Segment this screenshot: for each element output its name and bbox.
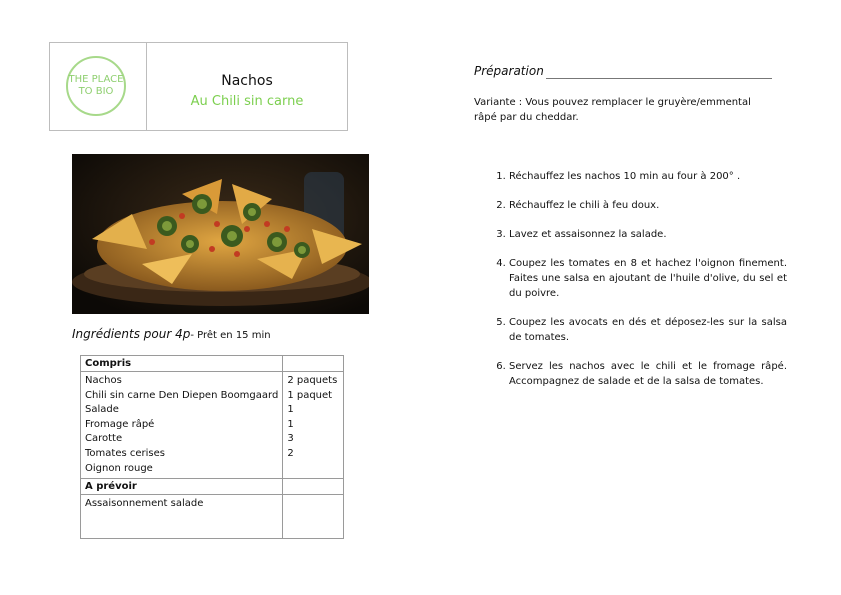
ingredients-heading	[72, 327, 271, 341]
section-header-empty	[283, 356, 344, 372]
ingredient-qty: 2 paquets	[287, 375, 338, 386]
recipe-header	[49, 42, 348, 131]
title-cell	[147, 43, 347, 130]
section-header-row	[81, 479, 344, 495]
step-item: 3. Lavez et assaisonnez la salade.	[509, 227, 787, 242]
ingredients-heading-main: Ingrédients pour 4p	[72, 327, 191, 341]
step-item: 1. Réchauffez les nachos 10 min au four à 200° .	[509, 169, 787, 184]
ingredient-name: Assaisonnement salade	[85, 498, 204, 510]
ingredient-qty	[287, 462, 339, 477]
ingredient-name: Tomates cerises	[85, 447, 165, 459]
ingredient-quantities	[283, 372, 344, 479]
ingredient-qty: 1	[287, 404, 294, 416]
ingredient-qty: 3	[287, 433, 294, 445]
ingredient-name: Chili sin carne Den Diepen Boomgaard	[85, 389, 279, 401]
ingredients-heading-sub: - Prêt en 15 min	[190, 330, 271, 341]
logo-line-1: THE PLACE	[68, 74, 124, 85]
step-item: 6. Servez les nachos avec le chili et le fromage râpé. Accompagnez de salade et de la salsa de tomates.	[509, 359, 787, 389]
ingredient-name: Salade	[85, 404, 119, 416]
section-label-compris: Compris	[81, 356, 283, 372]
logo-line-2: TO BIO	[78, 86, 114, 97]
ingredient-quantities	[283, 495, 344, 539]
section-header-empty	[283, 479, 344, 495]
ingredient-qty	[287, 497, 339, 512]
step-item: 2. Réchauffez le chili à feu doux.	[509, 198, 787, 213]
variant-note: Variante : Vous pouvez remplacer le gruyère/emmental râpé par du cheddar.	[474, 97, 751, 123]
ingredient-names	[81, 372, 283, 479]
preparation-title-rule	[546, 78, 772, 79]
recipe-subtitle: Au Chili sin carne	[190, 94, 304, 109]
nachos-photo	[72, 154, 369, 314]
step-item: 4. Coupez les tomates en 8 et hachez l'oignon finement. Faites une salsa en ajoutant de l'huile d'olive, du sel et du poivre.	[509, 256, 787, 301]
ingredient-qty: 1 paquet	[287, 389, 333, 401]
logo-cell	[50, 43, 147, 130]
ingredient-name: Oignon rouge	[85, 462, 153, 474]
ingredient-name: Carotte	[85, 433, 123, 445]
section-items-row	[81, 495, 344, 539]
section-header-row	[81, 356, 344, 372]
recipe-title: Nachos	[221, 73, 273, 89]
section-label-a-prevoir: A prévoir	[81, 479, 283, 495]
ingredient-qty: 1	[287, 418, 294, 430]
preparation-title: Préparation	[474, 64, 544, 78]
ingredient-name: Fromage râpé	[85, 418, 155, 430]
ingredients-table	[80, 355, 344, 539]
section-items-row	[81, 372, 344, 479]
step-item: 5. Coupez les avocats en dés et déposez-les sur la salsa de tomates.	[509, 315, 787, 345]
ingredient-names	[81, 495, 283, 539]
ingredient-name: Nachos	[85, 375, 122, 386]
preparation-steps	[494, 169, 787, 403]
ingredient-qty: 2	[287, 447, 294, 459]
the-place-to-bio-logo	[66, 56, 126, 116]
